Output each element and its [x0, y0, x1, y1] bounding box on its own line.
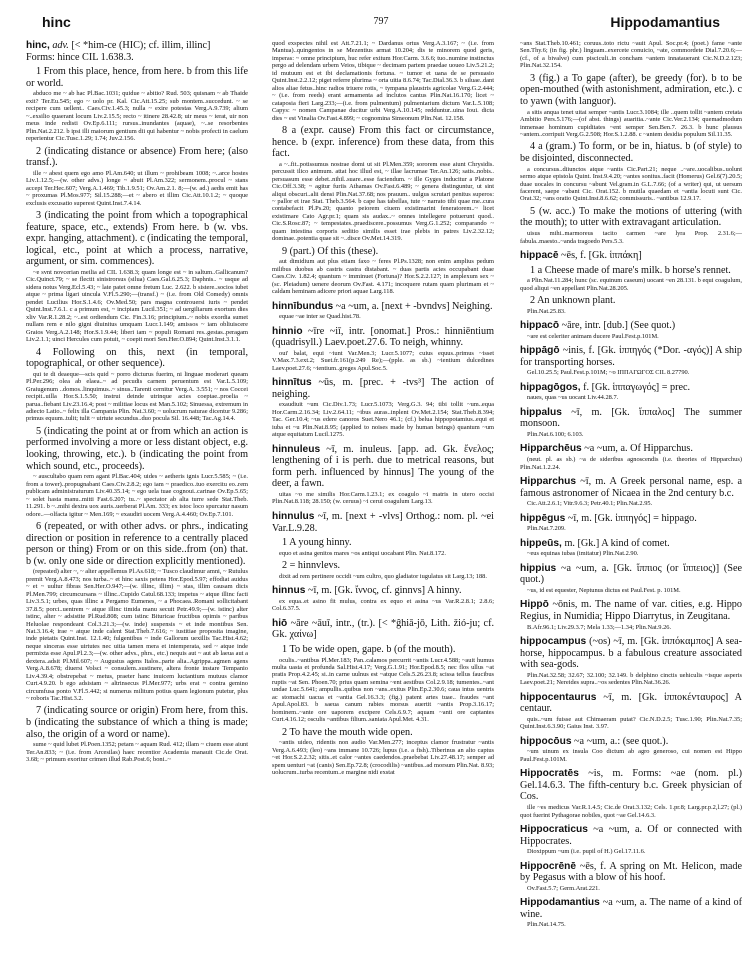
sense-3: 3 (indicating the point from which a topographical feature, space, etc., extends) From here. b (w. vbs. expr. hanging, attachment). c (indicating the temporal, logical, etc., point at which a process, narrative, argument, or sim. commences). [26, 210, 248, 268]
definition: = hippago. [653, 512, 697, 524]
definition: A ship for transporting horses. [520, 345, 742, 368]
sense-4: 4 Following on this, next (in temporal, topographical, or other sequence). [26, 346, 248, 370]
part-of-speech: adv. [52, 40, 69, 51]
citations-4: a concursus..diiunctos atque ~antis Cic.Part.21; neque ..~are..uocalibus..uolunt sermo atque epistola Quint. Inst.9.4.20; ~antes sonitus..facit (Homerus) Gel.6(7).20.5; duae uocales in concursu ~abunt Vel.gram.in G.L.7.66; (of a writer) qui, ut uersum facerent, saepe ~abant Cic. Orat.152. b mutila quaedam et ~antia locuti sunt Cic. Orat.32; ~ans oratio Quint.Inst.8.6.62; commissuris.. ~antibus 12.9.17. [520, 165, 742, 203]
headword: hippacō [520, 320, 560, 332]
entry-hippagogos [520, 382, 742, 402]
citations: (neut. pl. as sb.) ~a de sideribus agnoscendis (i.e. theories of Hipparchus) Plin.Nat.1.2.24. [520, 456, 742, 471]
citations-7: sume ~ quid lubet Pl.Poen.1352; petam ~ aquam Rud. 412; illam ~ ciuem esse aiunt Ter.An.833; ~ (i.e. from Arcesilas) haec recentior Academia manauit Cic.de Orat. 3.68; ~ primum exoritur crimen illud Rab.Post.6; boni..~ [26, 741, 248, 764]
citations-8: a ~..fit..potissumus nostrae domi ut sit Pl.Men.359; sororem esse aiunt Chrysidis. percussit ilico animum. attat hoc illud est, ~ illae lacrumae Ter.An.126; satis..nobis.. persuasum esse debet..nihil..suare..esse faciendum. ~ ille Gyges inducitur a Platone Cic.Off.3.38; ~ agitur furiis Athamas Ov.Fast.6.489; ~ genera distinguntur, ut sint aliqui obscuri..alii densi Plin.Nat.37.68; nos prauum.. uulgus scrutari penitus superos: ~ pallor et irae Stat. Theb.3.564. b cape has tabellas, tute ~ narrato tibi quae me..cura contabefacit Pl.Ps.20; quanto peiorem ciuem existimarint feneratorem..~ licet existimare Cato Agr.pr.1; quam sis audax..~ omnes intellegere potuerunt quod.. Cic.S.Rosc.87; ~ tempestates..praediscere..possumus Verg.G.1.252; comparando ~ quam intestina corporis seditio similis esset irae plebis in patres Liv.2.32.12; dominae..potentia quae sit ~..disce Ov.Met.14.319. [272, 160, 494, 243]
entry-hinnulus [272, 511, 494, 580]
citations-2: Plin.Nat.25.83. [527, 307, 566, 315]
definition: = prec. [661, 381, 691, 393]
citations: Ov.Fast.5.7; Germ.Arat.221. [527, 884, 600, 892]
grammar: ~a ~um, a.: [574, 735, 621, 747]
grammar: ~ēs, f. [579, 860, 607, 872]
definition: A kind of comet. [601, 537, 670, 549]
citations: B.Afr.96.1; Liv.29.3.7; Mela 1.33;—1.34; Plin.Nat.9.26. [527, 623, 672, 631]
headword: hinnītus [272, 377, 312, 389]
citations: ~us, id est equester, Neptunus dictus est Paul.Fest. p. 101M. [527, 586, 681, 594]
grammar: ~āre, intr. [dub.] [561, 320, 628, 332]
entry-hippeus [520, 538, 742, 558]
citations: Dioxippum ~um (i.e. pupil of H.) Gel.17.11.6. [527, 848, 646, 856]
entry-hippalus [520, 407, 742, 439]
running-header [42, 14, 720, 34]
definition: Neighing. [452, 300, 493, 312]
headword: hippēgus [520, 512, 566, 524]
grammar: ~ī, m. [Gk. ἱππηγός] [567, 512, 651, 524]
sense-3: 3 (fig.) a To gape (after), be greedy (for). b to be open-mouthed (with astonishment, admiration, etc.). c to yawn (with languor). [520, 72, 742, 107]
entry-hinnibundus [272, 301, 494, 321]
definition: The summer monsoon. [520, 406, 742, 430]
headword: Hippō [520, 599, 549, 611]
headword: hippocentaurus [520, 691, 597, 703]
citations-3: ~e svnt novcerian meilia ad CIL 1.638.3; quam longe est ~ in saltum..Gallicanum? Cic.Quinct.79; ~ se flectit sinistrorsus (silua) Caes.Gal.6.25.3; Daphnis.. ~ usque ad sidera notus Verg.Ecl.5.43; ~ late patet omne fretum Luc. 2.622. b sistere..socios iubet atque ~ prima ligari uincula V.Fl.5.290;—(transf.) ~ (i.e. from Old Comedy) omnis pendet Lucilius Hor.S.1.4.6; Ov.Med.50; pars magna controuersi iuris ~ pendet Quint.Inst.7.6.1. c a primum est, ~ incipiam Lucil.351; ~ ad uergiliarum exortum dies xliv Var.R.1.28.2; ~..est ordiendum Cic. Fin.3.16; principium..~ nobis exordia sumet nullam rem e nilo gigni diuinitus umquam Lucr.1.149; amissos ~ iam obliuiscere Graios Verg.A.2.148; Hor.S.1.9.44; liberi iam ~ populi Romani res..gestas..peragam Liv.2.1.1; uinci Hercules cum potuit, ~ coepit mori Sen.Her.O.894; Quint.Inst.3.1.1. [26, 268, 248, 344]
definition: A centaur. [520, 691, 742, 715]
citations: exaudiuit ~um Cic.Div.1.73; Lucr.5.1073; Verg.G.3. 94; tibi tollit ~um..equa Hor.Carm.2.16.34; Liv.2.64.11; ~ibus auras..inplent Ov.Met.2.154; Stat.Theb.8.394; Tac. Ger.10.4; ~us edere canoros Suet.Nero 46.1; (cf.) belua hippopotamius..equi et iuba et ~u Plin.Nat.8.95; (applied to noises made by human beings) quantum ~um atque equitatum Lucil.1275. [272, 401, 494, 439]
entry-hippago [520, 345, 742, 377]
entry-hippocraticus [520, 824, 742, 856]
citations: Cic.Att.2.6.1; Vitr.9.6.3; Petr.40.1; Plin.Nat.2.95. [527, 500, 653, 508]
entry-hippocrates [520, 768, 742, 819]
headword: hippeūs, [520, 537, 562, 549]
entry-hio [272, 618, 494, 777]
entry-hippaco [520, 320, 742, 340]
grammar: ~āre ~āuī, intr., (tr.). [< *ĝhiā-jō, Lith. žió-ju; cf. Gk. χαίνω] [272, 617, 494, 641]
headword: Hipparchēus [520, 443, 582, 455]
grammar: ~a ~um, a. [584, 443, 628, 455]
sense-1: 1 A young hinny. [282, 537, 352, 549]
entry-hippace [520, 250, 742, 315]
citations: Plin.Nat.6.100; 6.103. [527, 431, 584, 439]
headword: hippāgō [520, 345, 560, 357]
entry-hippocous [520, 736, 742, 764]
sense-2: 2 = hinnvlevs. [282, 560, 341, 572]
grammar: ~ī, m. inuleus. [app. ad. Gk. ἔνελος; lengthening of i is perh. due to metrical reasons, but form perh. influenced by hinnus] [272, 443, 494, 478]
citations: Gel.10.25.5; Paul.Fest.p.101M; ~o ΙΠΠΑΓΩΓΟΣ CIL 8.27790. [527, 369, 690, 377]
sense-2: 2 (indicating distance or absence) From here; (also transf.). [26, 145, 248, 169]
headword: hippocōus [520, 735, 572, 747]
grammar: ~ī, m. [next + -vlvs] Orthog.: nom. pl. ~ei Var.L.9.28. [272, 510, 494, 534]
entry-hippodamantius [520, 897, 742, 929]
citations-2: ille ~ abest quem ego amo Pl.Am.640; ut illum ~ prohibeam 1008; ~..arce hostes Liv.1.12.5;—(w. other advs.) longe ~ abuit Pl.Am.322; sermonem..procul ~ stans accepi Ter.Hec.607; Verg.A.1.469; Tib.1.9.51; Ov.Am.2.1. 8;—(w. ad.) aedis emit has ~ proxumas Pl.Mos.977; Sil.15.288;—et ~ abero et illim Cic.Att.10.1.2; ~ quoque exclusis excusatio superest Quint.Inst.7.4.14. [26, 169, 248, 207]
grammar: ~ī, m. [Gk. ἵππαλος] [571, 406, 675, 418]
headword: hinnībundus [272, 300, 334, 312]
entry-hippo [520, 599, 742, 631]
definition: (see quot.). [622, 735, 669, 747]
headword: Hippodamantius [520, 897, 600, 909]
citations-5: uisus mihi..marmoreus tacito carmen ~are lyra Prop. 2.31.6;—fabula..maesto..~anda tragoedo Pers.5.3. [520, 230, 742, 245]
citations: oui' balat, equi ~iunt Var.Men.3; Lucr.5.1077; cuius equus..primus ~isset V.Max.7.3.ext.2; Suet.fr.161(p.249 Re);—(pple. as sb.) ~ientium dulcedines Laev.poet.27.6; ~ientium..greges Apul.Soc.5. [272, 349, 494, 372]
etymology: [< *him-ce (HIC); cf. illim, illinc] [71, 40, 211, 51]
citations: ~eus equinas iubas (imitatur) Plin.Nat.2.90. [527, 550, 639, 558]
citations: ex equa..et asino fit mulus, contra ex equo et asina ~us Var.R.2.8.1; 2.8.6; Col.6.37.5. [272, 597, 494, 613]
entry-hippegus [520, 513, 742, 533]
sense-1: 1 a Cheese made of mare's milk. b horse's rennet. [530, 264, 731, 276]
entry-hinnuleus [272, 444, 494, 506]
grammar: ~ī, m. [580, 475, 606, 487]
entry-hinnus [272, 585, 494, 613]
definition: Of or connected with Hippocrates. [520, 823, 742, 847]
grammar: ~ēs, f. [Gk. ἱππάκη] [561, 249, 642, 261]
citations: equae ~ae inter se Quad.hist.78. [279, 313, 361, 321]
headword: Hipparchus [520, 475, 577, 487]
right-guide-word: Hippodamantius [610, 14, 720, 30]
citations: quis..~um fuisse aut Chimaeram putat? Cic.N.D.2.5; Tusc.1.90; Plin.Nat.7.35; Quint.Inst.6.3.90; Gaius Inst. 3.97. [520, 715, 742, 731]
headword: Hippocratēs [520, 768, 579, 780]
grammar: ~is, m. Forms: ~ae (nom. pl.) Gel.14.6.3. [520, 768, 742, 791]
headword: hinnus [272, 585, 306, 597]
definition: The name of a kind of wine. [520, 897, 742, 920]
citations-1: abduco me ~ ab hac Pl.Bac.1031; quidue ~ abitio? Rud. 503; quisnam ~ ab Thaide exit? Ter.Eu.545; ego ~ uolo pr. Kal. Cic.Att.15.25; sub montem..succedunt. ~ se recipere cum uellent.. Caes.Civ.1.45.3; nulla ~ exire potestas Verg.A.9.739; alium ~..exsilio quaerant locum Liv.2.15.5; recto ~ itinere 28.42.8; uir meus ~ ierat, uir non meus inde redisti Ov.Ep.6.111; rursus..inundantes (aquae), ~..se resorbentes Plin.Nat.2.212. b ipsi illi maiorum gentium dii qui habentur ~ nobis profecti in caelum reperientur Cic.Tusc.1.29; 1.74; Juv.2.156. [26, 90, 248, 143]
entry-hippocampus [520, 636, 742, 687]
definition: The fifth-century b.c. Greek physician of Cos. [520, 779, 742, 803]
definition: The name of var. cities, e.g. Hippo Regius, in Numidia; Hippo Diarrytus, in Zeugitana. [520, 599, 742, 622]
sense-4: 4 a (gram.) To form, or be in, hiatus. b (of style) to be disjointed, disconnected. [520, 141, 742, 164]
definition: The action of neighing. [272, 377, 494, 400]
grammar: ~ūs, m. [prec. + -tvs³] [318, 377, 425, 389]
citations: Plin.Nat.32.58; 32.67; 32.100; 32.149. b delphino cinctis uehiculis ~isque asperis Laev.poet.21; Nereides supra..~os sedentes Plin.Nat.36.26. [520, 671, 742, 687]
sense-2: 2 An unknown plant. [530, 295, 616, 307]
citations: ~are est celeriter animam ducere Paul.Fest.p.101M. [527, 332, 659, 340]
headword: hinnuleus [272, 443, 321, 455]
definition: (See quot.) [520, 562, 742, 586]
sense-6: 6 (repeated, or with other advs. or phrs., indicating direction or position in reference to a centrally placed person or thing) From or on this side..from (on) that. b (w. only one side or direction explicitly mentioned). [26, 520, 248, 567]
dictionary-columns [26, 40, 746, 955]
grammar: (~os) ~ī, m. [Gk. ἱππόκαμπος] [589, 635, 714, 647]
headword: hiō [272, 617, 288, 629]
headword: Hippocraticus [520, 823, 588, 835]
headword: hippocampus [520, 635, 587, 647]
headword: hippacē [520, 249, 559, 261]
definition: A Greek personal name, esp. a famous astronomer of Nicaea in the 2nd century b.c. [520, 475, 742, 499]
sense-5: 5 (indicating the point at or from which an action is performed involving a more or less distant object, e.g. looking, throwing, etc.). b (indicating the point from which sound, etc., proceeds). [26, 425, 248, 472]
citations-1: a Plin.Nat.11.284; hunc (sc. equinum caseum) uocant ~en 28.131. b equi coagulum, quod aliqui ~en appellant Plin.Nat.28.205. [520, 277, 742, 292]
citations-2: dixit ad rem pertinere occidi ~um cultro, quo gladiator iugulatus sit Larg.13; 188. [279, 572, 487, 580]
citations: Plin.Nat.7.209. [527, 525, 566, 533]
entry-hippocrene [520, 861, 742, 893]
continuation-text: ~ans Stat.Theb.10.461; coruus..toto rictu ~auit Apul. Soc.pr.4; (poet.) fame ~ante Sen.Thy.6; (in fig. phr.) linguam..exercete conuicio, ~ate, commordete Dial.7.20.6;—(cf., of a bivalve) cum pisciculi..in concham ~antem innatauerant Cic.N.D.2.123; Plin.Nat.32.154. [520, 40, 742, 70]
definition: (See quot.) [630, 320, 676, 332]
headword: hippalus [520, 406, 562, 418]
citations-4: qui te di deaeque—scis quid ~ porro dicturus fuerim, ni linguae moderari queam Pl.Per.296; olea ab elaea..~ ad pecudis carnem peruentum est Var.L.5.109; Graiugenum ..domos..linquimus..~ sinus..Tarenti cernitur Verg.A. 3.551; ~ nos Coccei recipit..uilla Hor.S.1.5.50; instrui deinde utrinque acies coeptae..proelia ~ parua..fiebant Liv.23.16.4; post ~ militiae locus est Man.5.102; Sinuessa, extremum in adiecto Latio..~ felix illa Campania Plin. Nat.3.60; ~ uolucrum naturae dicentur 9.286; primus equum..tulit; tulit ~ uirtute secundus..duo pocula Sil. 16.448; Tac.Ag.14.4. [26, 370, 248, 423]
grammar: m. [Gk.] [564, 537, 600, 549]
column-left [26, 40, 248, 955]
sense-2: 2 To have the mouth wide open. [282, 726, 413, 738]
grammar: f. [Gk. ἱππαγωγός] [583, 381, 660, 393]
sense-1: 1 From this place, hence, from here. b from this life or world. [26, 66, 248, 89]
citations-1: oculis..~antibus Pl.Mer.183; Pan..calamos percurrit ~antis Lucr.4.588; ~auit humus multa uasta et profunda Sal.Hist.4.17; Verg.G.1.91; Hor.Epod.8.5; nec flos ullus ~at pratis Prop.4.2.45; si..in carne uulnus est ~atque Cels.5.26.23.8; scissa tellus faucibus ruptis ~at Sen. Phoen.70; prius quam semina ~ent aestibus Col.2.9.18; tumentes..~ant undae Luc.5.641; ampullis..quibus non ~ans..exitus Plin.Ep.2.30.6; caua intus uentris ac stomachi uacua et ~antia Gel.16.3.3; (fig.) patent artes tuae.. fraudes ~ant Apul.Apol.83. b saeua canum rabies morsus auertit ~antis Prop.3.16.17; hominem..~ante ore uaporem excipere Cels.6.9.7; aquam ~anti ore captantes Curt.4.16.12; osculis ~antibus filium..saniata Apul.Met. 4.31. [272, 656, 494, 724]
entry-hinnitus [272, 377, 494, 438]
grammar: ~a ~um, a. [Gk. ἵππιος (or ἵππειος)] [561, 562, 720, 574]
citations: Plin.Nat.14.75. [527, 921, 566, 929]
definition: Of Hipparchus. [630, 443, 693, 455]
headword: hippagōgos, [520, 381, 581, 393]
citations-2: ~antis uideo, ridentis non audio Var.Men.277; inceptus clamor frustratur ~antis Verg.A.6.493; (leo) ~ans immane 10.726; lupus (i.e. a fish)..Tiberinus an alto captus ~et Hor.S.2.2.32; sitis..et calor ~antes caedendos..praebebat Liv.27.48.17; semper ad spem uenturi ~at (canis) Sen.Ep.72.8; (crocodilis) ~antibus..ad morsum Plin.Nat. 8.93; uolucrum..turba recentum..e margine nidi exstat [272, 739, 494, 776]
headword: hinc, [26, 40, 50, 51]
entry-hippocentaurus [520, 692, 742, 731]
entry-head [26, 40, 248, 52]
grammar: ~inis, f. [Gk. ἱππηγός (*Dor. -αγός)] [562, 345, 713, 357]
citations-3: a sitis anqua tenet uitai semper ~antis Lucr.3.1084; ille ..quem tollit ~antem cretata Ambitio Pers.5.176;—(of abst. things) auaritia..~ante Cic.Ver.2.134; quemadmodum inmensae hominum cupiditates ~ent semper Sen.Ben.7. 26.3. b hunc plausus ~antem..corripuit Verg.G.2.508; Hor.S.1.2.88. c ~antem desidia populum Sil.11.35. [520, 108, 742, 138]
grammar: ~ī, m. [Gk. ἱπποκένταυρος] [603, 691, 729, 703]
definition: To neigh, whinny. [389, 337, 464, 349]
citations: ~um uinum ex insula Coo dictum ab agro generoso, cui nomen est Hippo Paul.Fest.p.101M. [520, 748, 742, 763]
forms: Forms: hince CIL 1.638.3. [26, 51, 134, 63]
sense-9: 9 (part.) Of this (these). [282, 245, 379, 257]
definition: A hinny. [427, 585, 462, 597]
headword: hinnulus [272, 510, 315, 522]
definition: A spring on Mt. Helicon, made by Pegasus with a blow of his hoof. [520, 860, 742, 884]
column-right [520, 40, 742, 955]
grammar: ~a ~um, a. [593, 823, 643, 835]
grammar: ~ōnis, m. [552, 599, 592, 611]
citations: naues, quas ~us uocant Liv.44.28.7. [527, 394, 619, 402]
grammar: ~a ~um, a. [next + -bvndvs] [335, 300, 450, 312]
citations-1: equo et asina genitos mares ~os antiqui uocabant Plin. Nat.8.172. [279, 549, 446, 557]
entry-hinc [26, 40, 248, 764]
continuation-text: quod exspectes nihil est Att.7.21.1; ~ Dardanus ortus Verg.A.3.167; ~ (i.e. from Mantua)..quingentos in se Mezentius armat 10.204; dis te minorem quod geris, imperas: ~ omne principium, huc refer exitum Hor.Carm. 3.6.6; tuo..numine instinctus pergo ad delendam urbem Veios, tibique ~ decimam partem praedae uoueo Liv.5.21.2; id mutuum est et ibi declamationis fortuna. ~ tumor et uana de se persuasio Quint.Inst.2.2.12; piget referre plurima ~ orta uitia 8.6.74; Tac.Dial.36.3. b siluae..dant alios aliae fetus..hinc radios triuere rotis, ~ tympana plaustris agricolae Verg.G.2.444; ~ (i.e. from reeds) erant armamenta ad inclutos cantus Plin.Nat.16.170; licet ~ cataposia fieri Larg.233;—(i.e. from pulmentum) pulmentarium dictum Var.L.5.108; Capys: ~ nomen Campanae ducitur urbi Verg.A.10.145; redduntur..uina Ioui. dicta dies ~ est Vinalia Ov.Fast.4.899; ~ cognomina Simeonum Plin.Nat. 12.158. [272, 40, 494, 122]
citations-6: (repeated) alter ~, ~ alter appellemus Pl.As.618; ~ Tusco claudimur amni, ~ Rutulus premit Verg.A.8.473; nos turba..~ et hinc saxis petens Hor.Epod.5.97; effodiat auidus ~ et ~ uultur fibras Sen.Her.O.947;—(w. illinc, illim) ~ stas, illim causam dicis Pl.Men.799; circumcursans ~ illinc..Cupido Catul.68.133; impetus ~ atque illinc facti Liv.3.5.1; urbes, quas illinc a Pergamo Eumenes, ~ a Phocaea..Romani sollicitabant 37.8.5; porci..uentrem ~ atque illinc timida manu secuit Petr.49.9;—(w. istinc) alter istinc, alter ~ adsistite Pl.Rud.808; cum istinc Bituricae fructibus opimis ~ paribus Heluolae respondeant Col.3.21.3;—(w. inde) suspensis ~ et inde montibus Sen. Nat.3.16.4; irae ~ atque inde calent Stat.Theb.7.616; ~ iustitiae proposita imagine, inde pietatis Quint.Inst. 12.1.40; fulgentibus ~ inde Gallorum uexillis Tac.Hist.4.62; neque sinceras esse uirtutes nec uitia tamen mera et intemperata, sed ~ atque inde permixta esse Apul.Pl.2.3;—(w. other advs., phrs., etc.) nequis aut ~ aut ab laeua aut a dextera..adsit Pl.Mil.607; ~ Augustus agens Italos..parte alia..Agrippa..agmen agens Verg.A.8.678; diuersi Volsci ~ consulem..sustinere, altera fronte instare Tempanio Liv.4.39.4; obstrepebat ~ metus, praeter hanc inuicem luctantium mutuus clamor Curt.4.9.20. b ego adsistam ~ altrinsecus Pl.Mer.977; urbs erat ~ contra gemino circumfusa ponto V.Fl.5.442; si numerus militum potius quam legionum putetur, plus ~ roboris Tac.Hist.3.2. [26, 568, 248, 703]
entry-hipparchus [520, 476, 742, 508]
column-middle [272, 40, 494, 955]
page-number: 797 [373, 16, 389, 27]
sense-1: 1 To be wide open, gape. b (of the mouth). [282, 643, 456, 655]
entry-hipparcheus [520, 443, 742, 471]
headword: Hippocrēnē [520, 860, 577, 872]
sense-7: 7 (indicating source or origin) From here, from this. b (indicating the substance of which a thing is made; also, the origin of a word or name). [26, 705, 248, 740]
definition: A sea-horse, hippocampus. b a fabulous creature associated with sea-gods. [520, 635, 742, 671]
entry-hippius [520, 563, 742, 595]
grammar: ~īre ~iī, intr. [onomat.] Pros.: hinniēntium (quadrisyll.) Laev.poet.27.6. [272, 325, 494, 349]
left-guide-word: hinc [42, 14, 71, 30]
grammar: ~a ~um, a. [602, 897, 647, 909]
sense-5: 5 (w. acc.) To make the motions of uttering (with the mouth); to utter with extravagant articulation. [520, 205, 742, 229]
citations: uitas ~o me similis Hor.Carm.1.23.1; ex coagulo ~i matris in utero occisi Plin.Nat.8.118; 28.150; (w. ceruus) ~i cerui coagulum Larg.13. [272, 491, 494, 506]
entry-hinnio [272, 326, 494, 373]
sense-8: 8 a (expr. cause) From this fact or circumstance, hence. b (expr. inference) from these data, from this fact. [272, 124, 494, 160]
definition: The young of the deer, a fawn. [272, 466, 494, 490]
grammar: ~ī, m. [Gk. ἴννος, cf. ginnvs] [307, 585, 426, 597]
citations-9: aut dimidium aut plus etiam faxo ~ feres Pl.Ps.1328; non enim amplius pedum milibus duobus ab castris castra distabant. ~ duas partis acies occupabant duae Caes.Civ. 1.82.4; quantum ~ imminuet (Fortuna)? Hor.S.2.2.127; in amplexum sex ~ (sc. Pleiadum) uenere deorum Ov.Fast. 4.171; incoquere rutam quam plurimam et ~ caldam heminam adicere priori aquae Larg.118. [272, 258, 494, 296]
citations-5: ~ auscultabo quam rem agant Pl.Bac.404; uides ~ aetheris ignis Lucr.5.585; ~ (i.e. from a tower)..propugnabant Caes.Civ.2.8.2; ego iam ~ praedico..tuo exercitu eo..rem publicam administraturum Liv.40.35.14; ~ ego uela tuae cognoui..carinae Ov.Ep.5.65; ~ solet hasta manu..mitti Fast.6.207; tu..~ spectator ab alta turre sede Stat.Theb. 11.291. b ~..mihi dextra uox auris..uerberat Pl.Am. 333; ex istoc loco spurcatur nasum odore..—olfacta igitur ~ Men.169; ~ exaudiri uocem Verg.A.4.460; Ov.Ep.7.101. [26, 473, 248, 518]
headword: hippius [520, 562, 557, 574]
citations: ille ~es medicus Var.R.1.4.5; Cic.de Orat.3.132; Cels. 1.pr.8; Larg.pr.p.2,l.27; (pl.) quot fuerint Pythagorae nobiles, quot ~ae Gel.14.6.3. [520, 804, 742, 819]
headword: hinnio [272, 325, 303, 337]
